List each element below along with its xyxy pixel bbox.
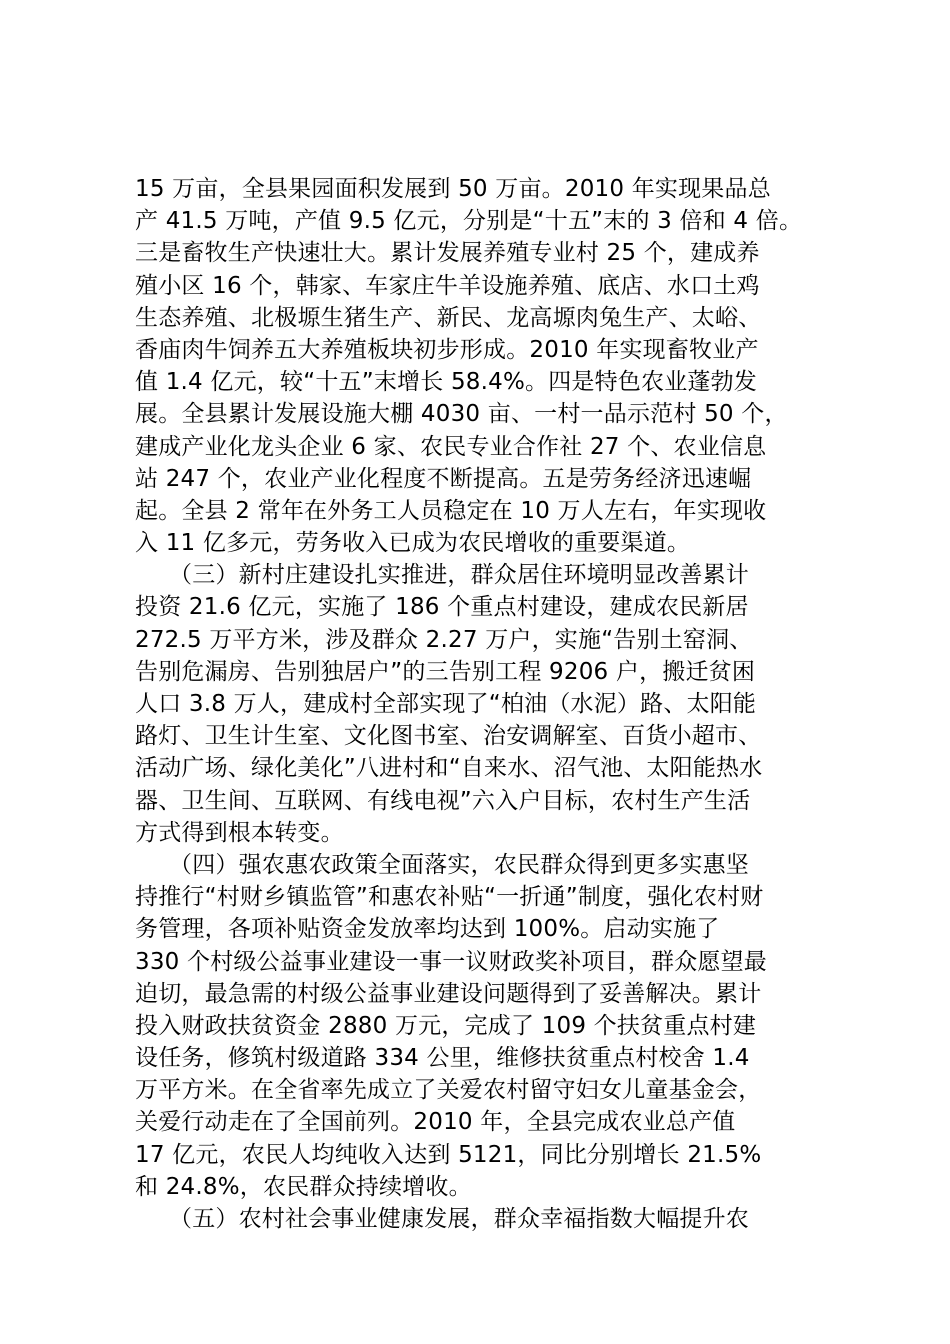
text-line-3: 三是畜牧生产快速壮大。累计发展养殖专业村 25 个，建成养 — [135, 240, 760, 267]
text-line-11: 起。全县 2 常年在外务工人员稳定在 10 万人左右，年实现收 — [135, 497, 767, 524]
text-line-15: 272.5 万平方米，涉及群众 2.27 万户，实施“告别土窑洞、 — [135, 626, 753, 653]
text-line-1: 15 万亩，全县果园面积发展到 50 万亩。2010 年实现果品总 — [135, 176, 771, 202]
text-line-32: 和 24.8%，农民群众持续增收。 — [135, 1173, 472, 1200]
text-line-4: 殖小区 16 个，韩家、车家庄牛羊设施养殖、底店、水口土鸡 — [135, 272, 760, 299]
text-line-30: 关爱行动走在了全国前列。2010 年，全县完成农业总产值 — [135, 1109, 736, 1136]
text-line-6: 香庙肉牛饲养五大养殖板块初步形成。2010 年实现畜牧业产 — [135, 336, 759, 363]
text-line-25: 330 个村级公益事业建设一事一议财政奖补项目，群众愿望最 — [135, 948, 768, 975]
section-heading-4: （四）强农惠农政策全面落实，农民群众得到更多实惠坚 — [169, 851, 749, 878]
text-line-17: 人口 3.8 万人，建成村全部实现了“柏油（水泥）路、太阳能 — [135, 691, 757, 717]
text-line-14: 投资 21.6 亿元，实施了 186 个重点村建设，建成农民新居 — [135, 594, 749, 621]
text-line-27: 投入财政扶贫资金 2880 万元，完成了 109 个扶贫重点村建 — [135, 1012, 757, 1039]
section-heading-5: （五）农村社会事业健康发展，群众幸福指数大幅提升农 — [169, 1206, 749, 1232]
text-line-26: 迫切，最急需的村级公益事业建设问题得到了妥善解决。累计 — [135, 980, 762, 1007]
text-line-28: 设任务，修筑村级道路 334 公里，维修扶贫重点村校舍 1.4 — [135, 1045, 750, 1072]
section-heading-3: （三）新村庄建设扎实推进，群众居住环境明显改善累计 — [169, 562, 749, 589]
text-line-23: 持推行“村财乡镇监管”和惠农补贴“一折通”制度，强化农村财 — [135, 884, 764, 911]
text-line-31: 17 亿元，农民人均纯收入达到 5121，同比分别增长 21.5% — [135, 1141, 762, 1168]
text-line-10: 站 247 个，农业产业化程度不断提高。五是劳务经济迅速崛 — [135, 465, 752, 492]
text-line-16: 告别危漏房、告别独居户”的三告别工程 9206 户，搬迁贫困 — [135, 658, 756, 685]
text-line-24: 务管理，各项补贴资金发放率均达到 100%。启动实施了 — [135, 916, 720, 943]
text-line-8: 展。全县累计发展设施大棚 4030 亩、一村一品示范村 50 个， — [135, 401, 788, 428]
body-text — [135, 173, 855, 1235]
text-line-18: 路灯、卫生计生室、文化图书室、治安调解室、百货小超市、 — [135, 723, 762, 750]
text-line-20: 器、卫生间、互联网、有线电视”六入户目标，农村生产生活 — [135, 787, 751, 814]
text-line-12: 入 11 亿多元，劳务收入已成为农民增收的重要渠道。 — [135, 530, 691, 557]
text-line-19: 活动广场、绿化美化”八进村和“自来水、沼气池、太阳能热水 — [135, 755, 763, 782]
text-line-7: 值 1.4 亿元，较“十五”末增长 58.4%。四是特色农业蓬勃发 — [135, 369, 758, 396]
text-line-2: 产 41.5 万吨，产值 9.5 亿元，分别是“十五”末的 3 倍和 4 倍。 — [135, 208, 803, 235]
text-line-9: 建成产业化龙头企业 6 家、农民专业合作社 27 个、农业信息 — [135, 433, 767, 460]
text-line-21: 方式得到根本转变。 — [135, 819, 344, 846]
text-line-29: 万平方米。在全省率先成立了关爱农村留守妇女儿童基金会， — [135, 1077, 762, 1104]
text-line-5: 生态养殖、北极塬生猪生产、新民、龙高塬肉兔生产、太峪、 — [135, 304, 762, 331]
